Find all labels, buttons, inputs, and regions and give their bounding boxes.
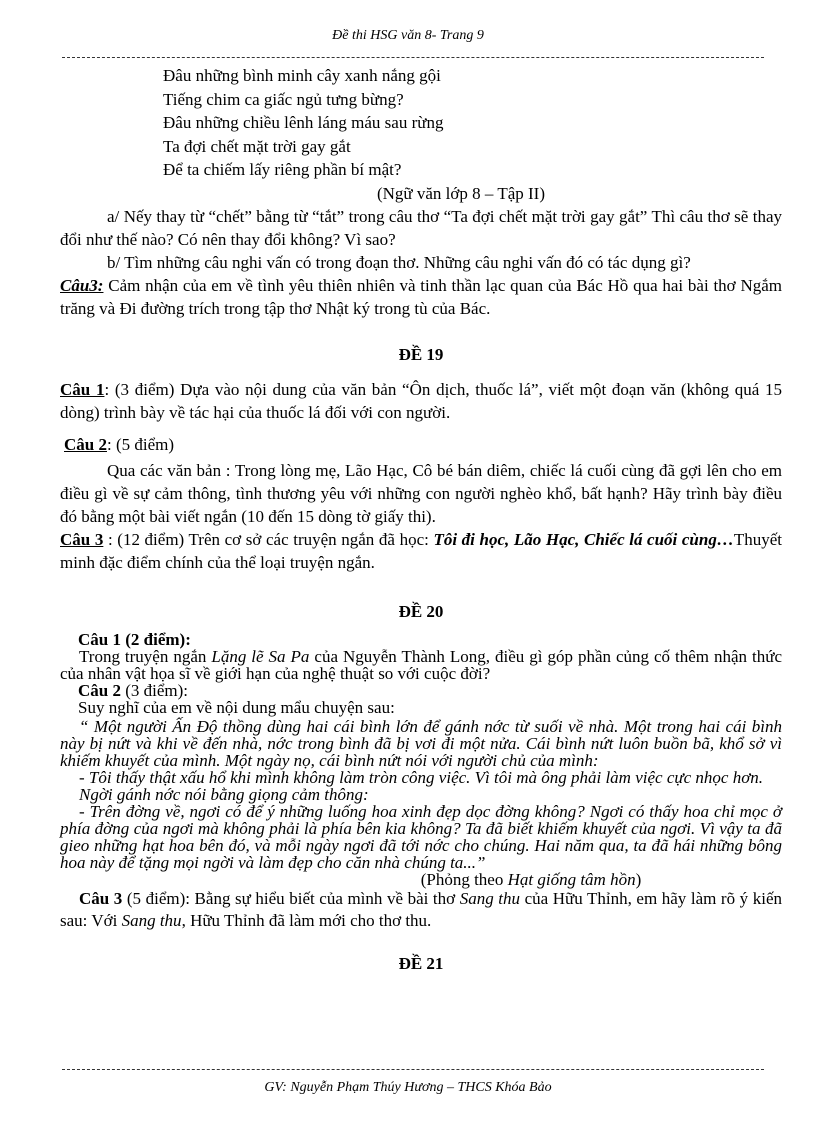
- question-3: Câu3: Cảm nhận của em về tình yêu thiên nhiên và tinh thần lạc quan của Bác Hồ qua hai bài thơ Ngắm trăng và Đi đường trích trong tập thơ Nhật ký trong tù của Bác.: [60, 275, 782, 318]
- exam-title-19: ĐỀ 19: [398, 344, 444, 364]
- page-footer: GV: Nguyễn Phạm Thúy Hương – THCS Khóa Bảo: [264, 1080, 552, 1095]
- de20-question-1-head: Câu 1 (2 điểm):: [78, 629, 191, 649]
- question-label: Câu 3: [60, 529, 104, 549]
- de19-question-1: Câu 1: (3 điểm) Dựa vào nội dung của văn bản “Ôn dịch, thuốc lá”, viết một đoạn văn (không quá 15 dòng) trình bày về tác hại của thuốc lá đối với con người.: [60, 379, 783, 422]
- question-label: Câu 2: [64, 434, 107, 454]
- question-label: Câu 1: [60, 379, 105, 399]
- de20-question-2-head: Câu 2 (3 điểm):: [78, 680, 189, 700]
- story-paragraph: - Trên đờng về, ngơi có để ý những luống hoa xinh đẹp dọc đờng không? Ngơi có thấy hoa chỉ mọc ở phía đờng của ngơi mà không phải là phía bên kia không? Ta đã biết khiếm khuyết của ngơi. Vì vậy ta đã gieo những hạt hoa bên đó, và mỗi ngày ngơi đã tới nớc cho chúng. Hai năm qua, ta đã hái những bông hoa này để tặng mọi ngời và làm đẹp cho căn nhà chúng ta...”: [60, 801, 782, 872]
- question-label: Câu3:: [60, 275, 104, 295]
- footer-divider: [62, 1069, 764, 1070]
- exam-title-21: ĐỀ 21: [398, 953, 444, 973]
- exam-title-20: ĐỀ 20: [398, 601, 444, 621]
- question-label: Câu 2: [78, 680, 121, 700]
- de20-question-1: Trong truyện ngắn Lặng lẽ Sa Pa của Nguyễn Thành Long, điều gì góp phần củng cố thêm nhận thức của nhân vật họa sĩ về giới hạn của nghệ thuật so với cuộc đời?: [60, 646, 782, 683]
- page-header: Đề thi HSG văn 8- Trang 9: [332, 28, 484, 43]
- de19-question-3: Câu 3 : (12 điểm) Trên cơ sở các truyện ngắn đã học: Tôi đi học, Lão Hạc, Chiếc lá cuối cùng…Thuyết minh đặc điểm chính của thể loại truyện ngắn.: [60, 529, 782, 572]
- story-source: (Phỏng theo Hạt giống tâm hồn): [420, 869, 642, 889]
- de20-section: [60, 631, 782, 932]
- poem-line: Đâu những chiều lênh láng máu sau rừng: [163, 113, 444, 132]
- poem-line: Đâu những bình minh cây xanh nắng gội: [163, 66, 441, 85]
- poem-block: [60, 64, 782, 182]
- poem-line: Để ta chiếm lấy riêng phần bí mật?: [163, 160, 402, 179]
- header-divider: [62, 57, 764, 58]
- question-label: Câu 3: [79, 888, 123, 908]
- de19-question-2: Qua các văn bản : Trong lòng mẹ, Lão Hạc, Cô bé bán diêm, chiếc lá cuối cùng đã gợi lên cho em điều gì về sự cảm thông, tình thương yêu với những con người nghèo khổ, bất hạnh? Hãy trình bày điều đó bằng một bài viết ngắn (10 đến 15 dòng tờ giấy thi).: [60, 460, 782, 526]
- poem-source: (Ngữ văn lớp 8 – Tập II): [376, 183, 546, 203]
- story-paragraph: “ Một người Ấn Độ thồng dùng hai cái bình lớn để gánh nớc từ suối về nhà. Một trong hai cái bình này bị nứt và khi về đến nhà, nớc trong bình đã bị vơi đi một nửa. Cái bình nứt luôn buồn bã, khổ sở vì khiếm khuyết của mình. Một ngày nọ, cái bình nứt nói với người chủ của mình:: [60, 716, 782, 770]
- document-body: [60, 64, 782, 975]
- question-a: a/ Nếy thay từ “chết” bằng từ “tắt” trong câu thơ “Ta đợi chết mặt trời gay gắt” Thì câu thơ sẽ thay đổi như thế nào? Có nên thay đổi không? Vì sao?: [60, 206, 782, 249]
- de19-question-2-head: Câu 2: (5 điểm): [64, 434, 175, 454]
- poem-line: Ta đợi chết mặt trời gay gắt: [163, 136, 351, 156]
- de20-question-2-intro: Suy nghĩ của em về nội dung mẩu chuyện sau:: [78, 697, 395, 717]
- question-b: b/ Tìm những câu nghi vấn có trong đoạn thơ. Những câu nghi vấn đó có tác dụng gì?: [107, 252, 691, 272]
- story-paragraph: Ngời gánh nớc nói bằng giọng cảm thông:: [79, 784, 369, 804]
- story-paragraph: - Tôi thấy thật xấu hổ khi mình không làm tròn công việc. Vì tôi mà ông phải làm việc cực nhọc hơn.: [79, 767, 764, 787]
- de20-question-3: Câu 3 (5 điểm): Bằng sự hiểu biết của mình về bài thơ Sang thu của Hữu Thỉnh, em hãy làm rõ ý kiến sau: Với Sang thu, Hữu Thỉnh đã làm mới cho thơ thu.: [60, 888, 783, 930]
- poem-line: Tiếng chim ca giấc ngủ tưng bừng?: [163, 89, 404, 109]
